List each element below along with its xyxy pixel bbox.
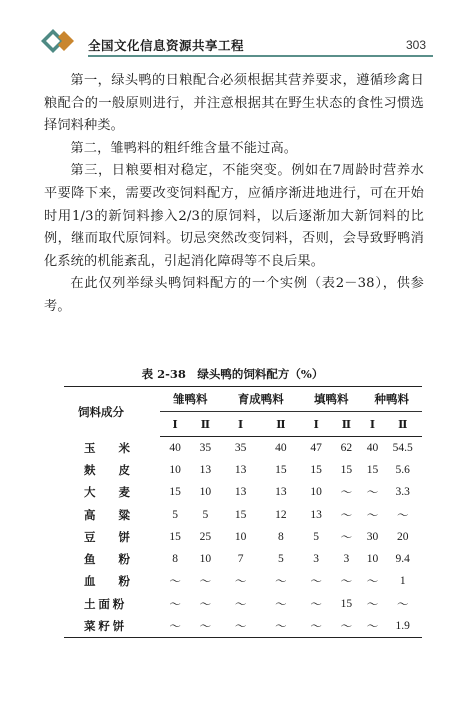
ingredient-name: 大 麦 xyxy=(84,487,130,500)
table-cell: 5 xyxy=(202,508,209,521)
table-cell: 13 xyxy=(234,486,247,499)
ingredient-name: 鱼 粉 xyxy=(84,554,130,567)
table-cell: 15 xyxy=(340,597,353,610)
group-header-grower: 育成鸭料 xyxy=(220,387,301,412)
group-header-fattening: 填鸭料 xyxy=(301,387,361,412)
table-cell: ～ xyxy=(160,615,190,637)
table-cell: 10 xyxy=(199,553,212,566)
ingredient-name: 麸 皮 xyxy=(84,464,130,477)
table-cell: 5.6 xyxy=(395,463,410,476)
table-cell: ～ xyxy=(340,531,353,544)
table-cell: 40 xyxy=(275,441,287,454)
table-cell: ～ xyxy=(396,509,409,522)
table-row xyxy=(64,593,422,615)
table-cell: ～ xyxy=(310,576,322,589)
subheader-cell: Ⅱ xyxy=(261,412,301,437)
table-cell: 13 xyxy=(199,463,212,476)
header-title: 全国文化信息资源共享工程 xyxy=(88,38,245,53)
table-cell: ～ xyxy=(220,615,260,637)
table-cell: 15 xyxy=(275,463,287,476)
table-cell: ～ xyxy=(310,598,322,611)
paragraph-2: 第二，雏鸭料的粗纤维含量不能过高。 xyxy=(70,140,298,156)
table-cell: 35 xyxy=(234,441,247,454)
table-cell: 3.3 xyxy=(395,486,410,499)
table-cell: 7 xyxy=(237,553,244,566)
table-cell: 1.9 xyxy=(383,615,422,637)
table-row xyxy=(64,615,422,637)
table-row xyxy=(64,570,422,592)
table-cell: 30 xyxy=(366,530,379,543)
table-cell: ～ xyxy=(301,615,331,637)
table-cell: 54.5 xyxy=(392,441,413,454)
table-cell: 5 xyxy=(278,553,284,566)
subheader-cell: Ⅱ xyxy=(331,412,361,437)
table-cell: 35 xyxy=(199,441,212,454)
table-cell: 13 xyxy=(310,508,322,521)
table-cell: ～ xyxy=(261,615,301,637)
table-caption: 表 2-38 绿头鸭的饲料配方（%） xyxy=(141,367,324,381)
table-cell: 20 xyxy=(396,530,409,543)
table-cell: 9.4 xyxy=(395,553,410,566)
table-cell: ～ xyxy=(361,615,383,637)
table-row xyxy=(64,437,422,459)
table-cell: 8 xyxy=(172,553,178,566)
table-row xyxy=(64,459,422,481)
table-cell: 15 xyxy=(366,463,379,476)
table-cell: 10 xyxy=(169,463,181,476)
table-row xyxy=(64,526,422,548)
table-cell: 15 xyxy=(234,508,247,521)
ingredient-name: 豆 饼 xyxy=(84,531,130,544)
table-cell: 47 xyxy=(310,441,322,454)
table-cell: 40 xyxy=(366,441,379,454)
diamond-logo-icon xyxy=(40,28,78,54)
ingredient-name: 土 面 粉 xyxy=(84,598,125,611)
table-cell: ～ xyxy=(331,615,361,637)
table-cell: ～ xyxy=(234,598,247,611)
ingredient-name: 玉 米 xyxy=(84,442,130,455)
table-header-row xyxy=(64,387,422,412)
table-cell: 3 xyxy=(313,553,320,566)
table-cell: 10 xyxy=(366,553,379,566)
subheader-cell: Ⅰ xyxy=(301,412,331,437)
body-text xyxy=(44,70,424,319)
ingredient-name: 高 粱 xyxy=(84,509,130,522)
table-row xyxy=(64,481,422,503)
table-cell: ～ xyxy=(199,598,212,611)
table-cell: 10 xyxy=(234,530,247,543)
table-cell: 13 xyxy=(234,463,247,476)
table-cell: 15 xyxy=(169,486,181,499)
table-cell: ～ xyxy=(340,509,353,522)
table-cell: ～ xyxy=(366,576,379,589)
table-cell: ～ xyxy=(169,576,181,589)
subheader-cell: Ⅰ xyxy=(160,412,190,437)
table-cell: ～ xyxy=(340,576,353,589)
table-cell: 13 xyxy=(275,486,287,499)
page-number: 303 xyxy=(406,38,427,52)
table-cell: 10 xyxy=(199,486,212,499)
subheader-cell: Ⅱ xyxy=(190,412,220,437)
paragraph-4: 在此仅列举绿头鸭饲料配方的一个实例（表2－38），供参考。 xyxy=(44,276,424,314)
subheader-cell: Ⅰ xyxy=(361,412,383,437)
table-cell: ～ xyxy=(396,598,409,611)
table-row xyxy=(64,548,422,570)
table-cell: ～ xyxy=(340,487,353,500)
table-cell: 10 xyxy=(310,486,322,499)
column-header-ingredient: 饲料成分 xyxy=(78,406,124,419)
page-header xyxy=(0,0,465,62)
table-cell: 40 xyxy=(169,441,181,454)
table-cell: 1 xyxy=(399,575,406,588)
table-cell: 8 xyxy=(278,530,284,543)
table-cell: 15 xyxy=(169,530,181,543)
subheader-cell: Ⅰ xyxy=(220,412,260,437)
ingredient-name: 菜 籽 饼 xyxy=(64,615,160,637)
feed-formula-table xyxy=(64,386,422,638)
table-cell: ～ xyxy=(366,487,379,500)
table-cell: ～ xyxy=(190,615,220,637)
table-cell: ～ xyxy=(199,576,212,589)
table-cell: ～ xyxy=(366,598,379,611)
table-cell: ～ xyxy=(275,598,287,611)
table-cell: 12 xyxy=(275,508,287,521)
group-header-breeder: 种鸭料 xyxy=(361,387,422,412)
table-cell: 25 xyxy=(199,530,212,543)
table-cell: 5 xyxy=(313,530,320,543)
table-cell: ～ xyxy=(366,509,379,522)
table-cell: ～ xyxy=(275,576,287,589)
group-header-chick: 雏鸭料 xyxy=(160,387,220,412)
table-row xyxy=(64,503,422,525)
subheader-cell: Ⅱ xyxy=(383,412,422,437)
table-cell: 15 xyxy=(340,463,353,476)
paragraph-1: 第一，绿头鸭的日粮配合必须根据其营养要求，遵循珍禽日粮配合的一般原则进行，并注意根据其在野生状态的食性习惯选择饲料种类。 xyxy=(44,73,424,134)
table-cell: 5 xyxy=(172,508,178,521)
table-cell: ～ xyxy=(234,576,247,589)
paragraph-3: 第三，日粮要相对稳定，不能突变。例如在7周龄时营养水平要降下来，需要改变饲料配方，应循序渐进地进行，可在开始时用1/3的新饲料掺入2/3的原饲料，以后逐渐加大新饲料的比例，继而取代原饲料。切忌突然改变饲料，否则，会导致野鸭消化系统的机能紊乱，引起消化障碍等不良后果。 xyxy=(44,163,424,269)
ingredient-name: 血 粉 xyxy=(84,576,130,589)
header-divider xyxy=(88,55,433,57)
table-cell: 15 xyxy=(310,463,322,476)
table-cell: 3 xyxy=(343,553,350,566)
table-cell: ～ xyxy=(169,598,181,611)
table-cell: 62 xyxy=(340,441,353,454)
